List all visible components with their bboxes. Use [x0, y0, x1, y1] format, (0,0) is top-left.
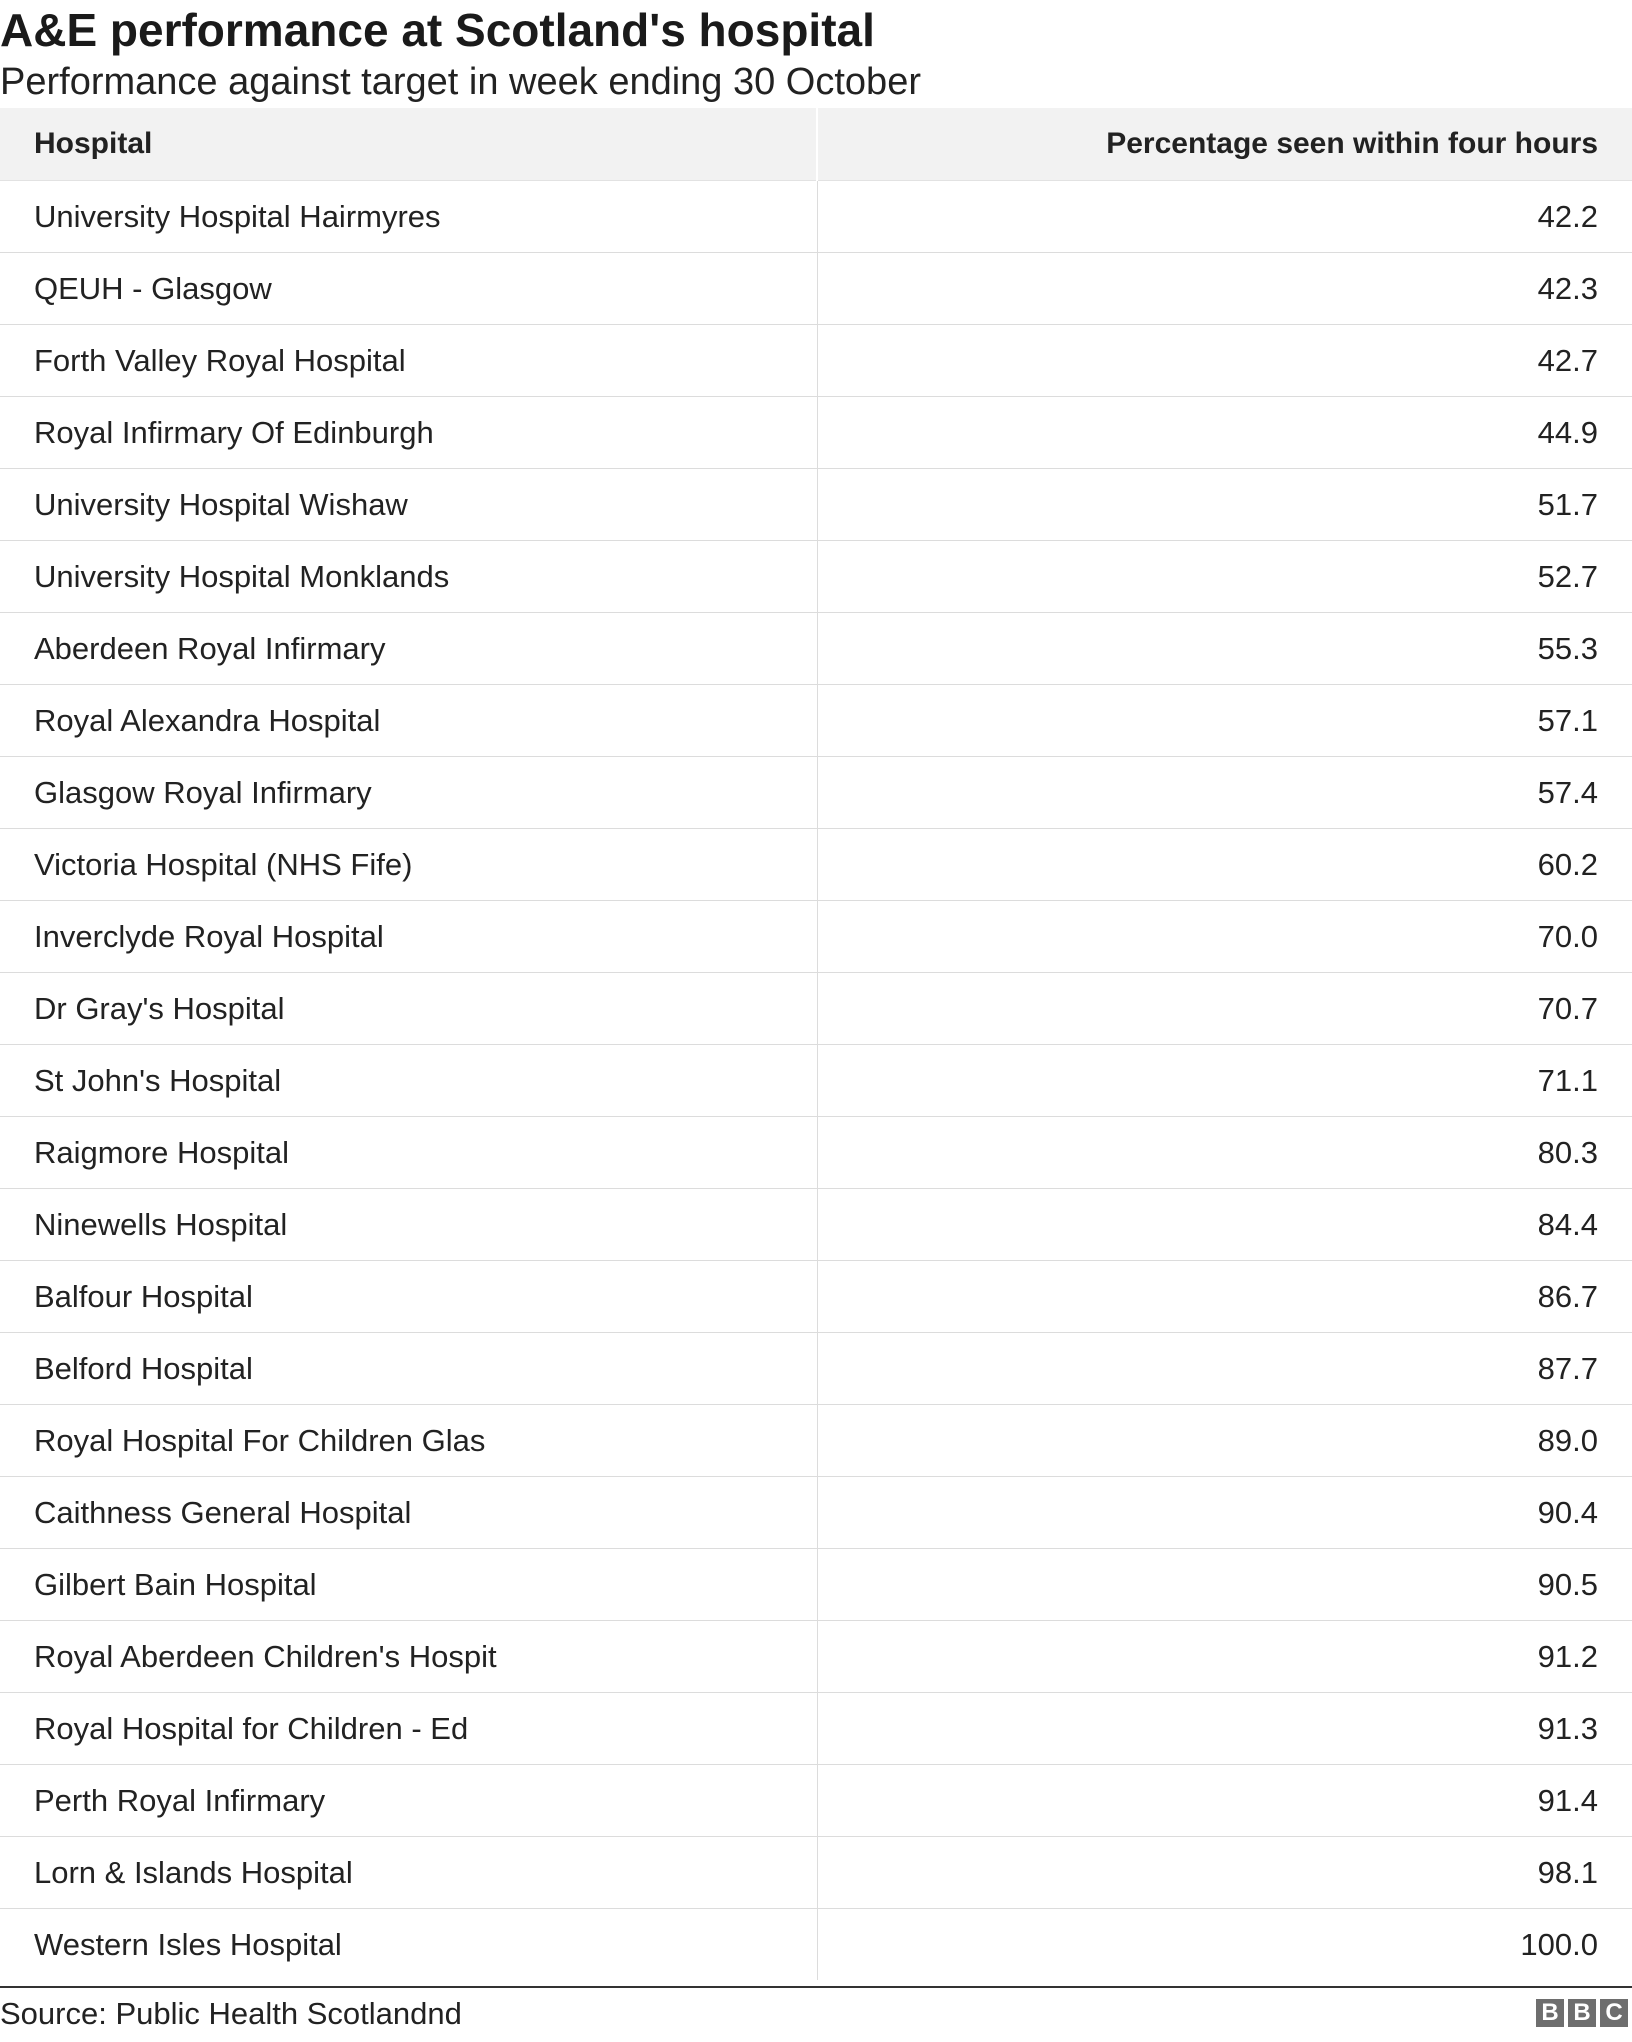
source-note: Source: Public Health Scotlandnd: [0, 1996, 462, 2031]
hospital-name-cell: Inverclyde Royal Hospital: [0, 901, 817, 973]
hospital-name-cell: University Hospital Monklands: [0, 541, 817, 613]
percentage-cell: 89.0: [817, 1405, 1632, 1477]
table-header-row: [0, 108, 1632, 181]
chart-title: A&E performance at Scotland's hospital: [0, 4, 875, 56]
footer-divider: [0, 1986, 1632, 1988]
percentage-cell: 91.3: [817, 1693, 1632, 1765]
percentage-cell: 42.2: [817, 181, 1632, 253]
table-row: [0, 1549, 1632, 1621]
bbc-logo-block: C: [1600, 1999, 1628, 2027]
table-row: [0, 397, 1632, 469]
hospital-name-cell: University Hospital Wishaw: [0, 469, 817, 541]
hospital-name-cell: Western Isles Hospital: [34, 1926, 342, 1962]
hospital-name-cell: Victoria Hospital (NHS Fife): [0, 829, 817, 901]
percentage-cell: 57.1: [817, 685, 1632, 757]
hospital-name-cell: Dr Gray's Hospital: [0, 973, 817, 1045]
hospital-name-cell: University Hospital Hairmyres: [0, 181, 817, 253]
table-body: [0, 181, 1632, 1981]
hospital-name-cell: Perth Royal Infirmary: [0, 1765, 817, 1837]
table-row: [0, 181, 1632, 253]
table-row: [0, 1909, 1632, 1981]
hospital-name-cell: Royal Aberdeen Children's Hospit: [0, 1621, 817, 1693]
percentage-cell: 60.2: [817, 829, 1632, 901]
percentage-cell: 86.7: [817, 1261, 1632, 1333]
percentage-cell: 57.4: [817, 757, 1632, 829]
table-row: [0, 829, 1632, 901]
percentage-cell: 80.3: [817, 1117, 1632, 1189]
table-row: [0, 1333, 1632, 1405]
percentage-cell: 42.3: [817, 253, 1632, 325]
hospital-name-cell: Balfour Hospital: [0, 1261, 817, 1333]
hospital-name-cell: Glasgow Royal Infirmary: [0, 757, 817, 829]
hospital-name-cell: QEUH - Glasgow: [0, 253, 817, 325]
table-row: [0, 973, 1632, 1045]
hospital-name-cell: Royal Hospital For Children Glas: [0, 1405, 817, 1477]
percentage-cell: 44.9: [817, 397, 1632, 469]
bbc-logo-block: B: [1536, 1999, 1564, 2027]
hospital-name-cell: Raigmore Hospital: [0, 1117, 817, 1189]
bbc-logo: [1536, 1999, 1628, 2027]
hospital-name-cell: Aberdeen Royal Infirmary: [0, 613, 817, 685]
hospital-name-cell: Forth Valley Royal Hospital: [0, 325, 817, 397]
data-table-container: [0, 108, 1632, 1980]
table-row: [0, 1117, 1632, 1189]
percentage-cell: 87.7: [817, 1333, 1632, 1405]
percentage-cell: 90.5: [817, 1549, 1632, 1621]
percentage-cell: 70.0: [817, 901, 1632, 973]
table-row: [0, 325, 1632, 397]
hospital-name-cell: Ninewells Hospital: [0, 1189, 817, 1261]
percentage-cell: 90.4: [817, 1477, 1632, 1549]
table-row: [0, 469, 1632, 541]
percentage-cell: 98.1: [817, 1837, 1632, 1909]
table-row: [0, 1693, 1632, 1765]
column-header-percentage: Percentage seen within four hours: [817, 108, 1632, 181]
hospital-name-cell: Royal Hospital for Children - Ed: [0, 1693, 817, 1765]
chart-subtitle: Performance against target in week ending 30 October: [0, 61, 921, 103]
table-row: [0, 685, 1632, 757]
table-row: [0, 541, 1632, 613]
table-row: [0, 1621, 1632, 1693]
percentage-cell: 55.3: [817, 613, 1632, 685]
table-row: [0, 757, 1632, 829]
hospital-name-cell: Royal Alexandra Hospital: [0, 685, 817, 757]
table-row: [0, 1837, 1632, 1909]
percentage-cell: 91.4: [817, 1765, 1632, 1837]
table-row: [0, 613, 1632, 685]
hospital-name-cell: St John's Hospital: [0, 1045, 817, 1117]
hospital-name-cell: Belford Hospital: [0, 1333, 817, 1405]
percentage-cell: 70.7: [817, 973, 1632, 1045]
hospital-name-cell: Royal Infirmary Of Edinburgh: [0, 397, 817, 469]
table-row: [0, 1045, 1632, 1117]
percentage-cell: 71.1: [817, 1045, 1632, 1117]
table-row: [0, 1477, 1632, 1549]
table-row: [0, 1261, 1632, 1333]
hospital-name-cell: Caithness General Hospital: [0, 1477, 817, 1549]
hospital-name-cell: Lorn & Islands Hospital: [0, 1837, 817, 1909]
percentage-cell: 52.7: [817, 541, 1632, 613]
data-table: [0, 108, 1632, 1980]
percentage-cell: 51.7: [817, 469, 1632, 541]
percentage-cell: 42.7: [817, 325, 1632, 397]
table-row: [0, 253, 1632, 325]
bbc-logo-block: B: [1568, 1999, 1596, 2027]
table-row: [0, 1405, 1632, 1477]
hospital-name-cell: Gilbert Bain Hospital: [0, 1549, 817, 1621]
percentage-cell: 84.4: [817, 1189, 1632, 1261]
table-row: [0, 1189, 1632, 1261]
column-header-hospital: Hospital: [0, 108, 817, 181]
percentage-cell: 91.2: [817, 1621, 1632, 1693]
percentage-cell: 100.0: [817, 1909, 1632, 1981]
table-row: [0, 1765, 1632, 1837]
table-row: [0, 901, 1632, 973]
